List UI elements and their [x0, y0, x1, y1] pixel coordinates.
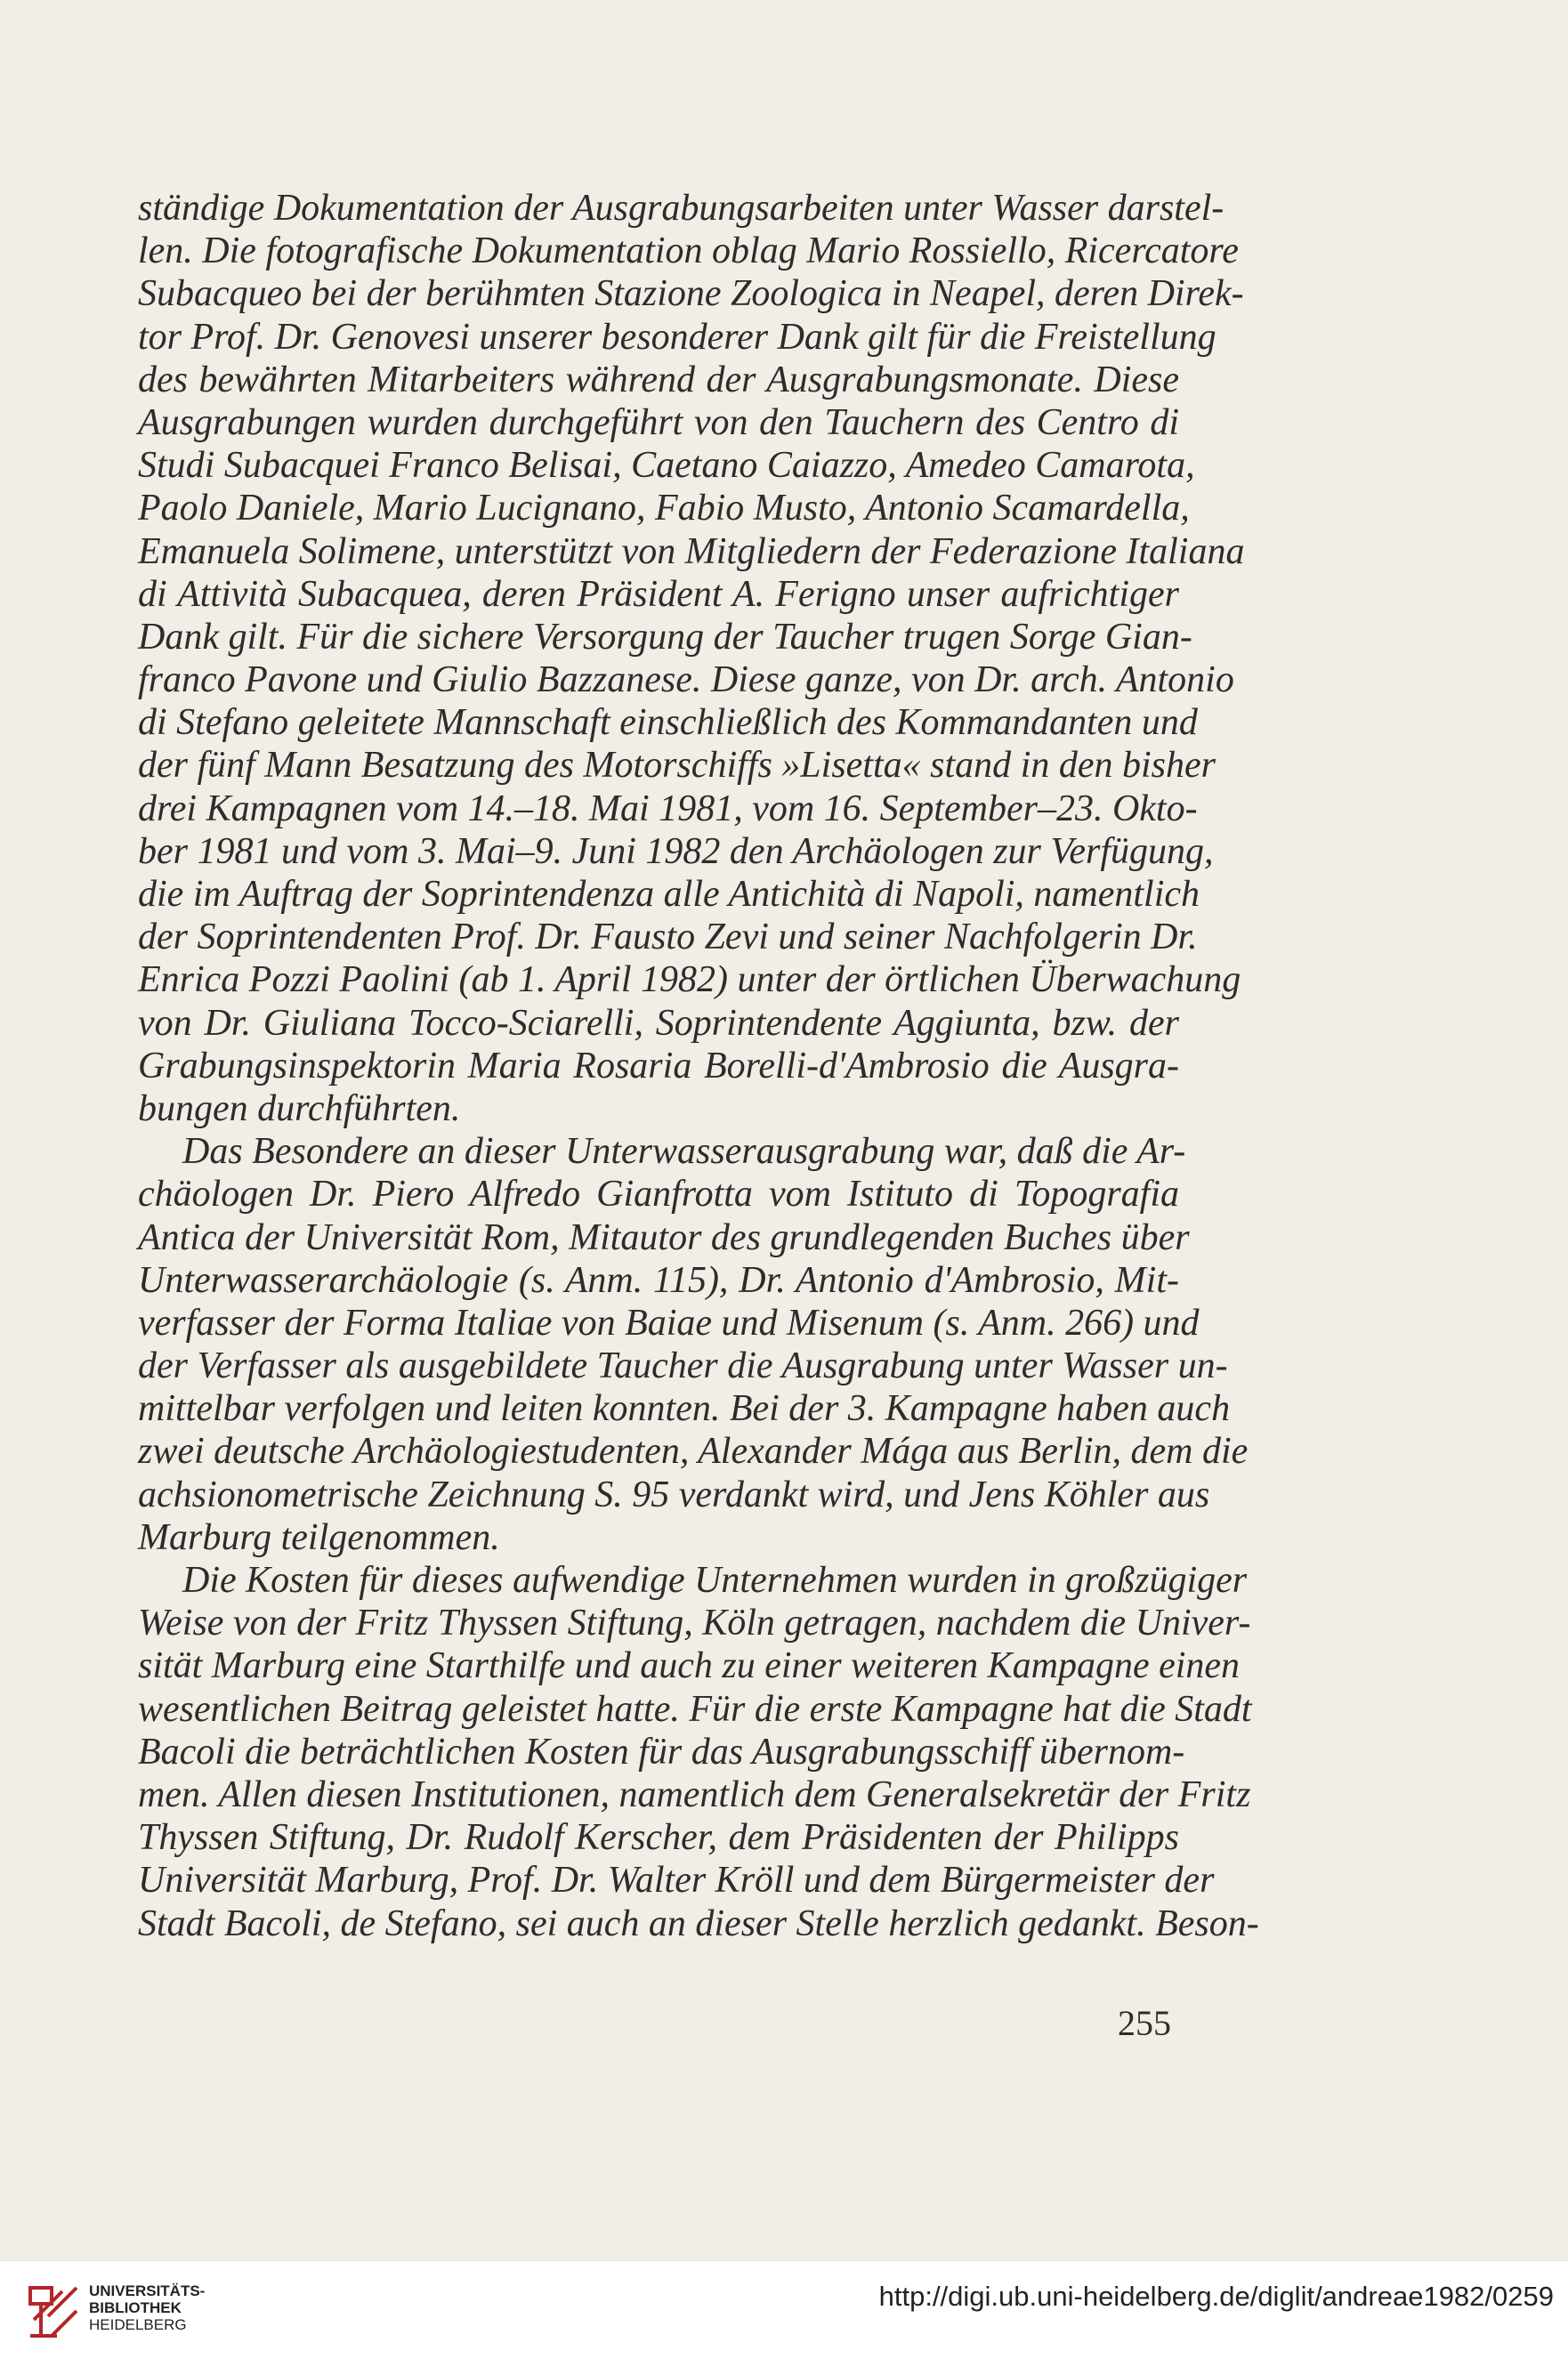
text-line: wesentlichen Beitrag geleistet hatte. Für die erste Kampagne hat die Stadt [138, 1688, 1252, 1730]
text-line: Stadt Bacoli, de Stefano, sei auch an dieser Stelle herzlich gedankt. Beson- [138, 1902, 1259, 1944]
text-line: sität Marburg eine Starthilfe und auch zu einer weiteren Kampagne einen [138, 1645, 1241, 1687]
paragraph-end-line: Marburg teilgenommen. [138, 1516, 500, 1558]
text-line: di Stefano geleitete Mannschaft einschließlich des Kommandanten und [138, 702, 1198, 744]
text-line: der Verfasser als ausgebildete Taucher die Ausgrabung unter Wasser un- [138, 1345, 1228, 1387]
text-line: Antica der Universität Rom, Mitautor des grundlegenden Buches über [138, 1216, 1190, 1258]
text-line: ber 1981 und vom 3. Mai–9. Juni 1982 den Archäologen zur Verfügung, [138, 830, 1214, 872]
library-logo-text [89, 2282, 205, 2333]
text-line: drei Kampagnen vom 14.–18. Mai 1981, vom 16. September–23. Okto- [138, 788, 1198, 829]
text-line: Grabungsinspektorin Maria Rosaria Borelli-d'Ambrosio die Ausgra- [138, 1045, 1179, 1087]
page-number: 255 [1118, 2003, 1171, 2043]
library-logo-icon [25, 2277, 84, 2348]
text-line: franco Pavone und Giulio Bazzanese. Diese ganze, von Dr. arch. Antonio [138, 659, 1234, 701]
text-line: Studi Subacquei Franco Belisai, Caetano Caiazzo, Amedeo Camarota, [138, 445, 1195, 487]
text-line: mittelbar verfolgen und leiten konnten. Bei der 3. Kampagne haben auch [138, 1388, 1231, 1430]
text-line: Emanuela Solimene, unterstützt von Mitgliedern der Federazione Italiana [138, 530, 1245, 572]
text-line: di Attività Subacquea, deren Präsident A. Ferigno unser aufrichtiger [138, 573, 1179, 615]
text-line: Enrica Pozzi Paolini (ab 1. April 1982) unter der örtlichen Überwachung [138, 959, 1241, 1001]
text-line: Ausgrabungen wurden durchgeführt von den Tauchern des Centro di [138, 401, 1179, 443]
text-line: Subacqueo bei der berühmten Stazione Zoologica in Neapel, deren Direk- [138, 273, 1244, 315]
text-line: des bewährten Mitarbeiters während der Ausgrabungsmonate. Diese [138, 359, 1179, 400]
paragraph-start-line: Das Besondere an dieser Unterwasserausgrabung war, daß die Ar- [182, 1131, 1186, 1173]
text-line: von Dr. Giuliana Tocco-Sciarelli, Soprintendente Aggiunta, bzw. der [138, 1002, 1179, 1044]
text-line: Thyssen Stiftung, Dr. Rudolf Kerscher, dem Präsidenten der Philipps [138, 1817, 1179, 1859]
text-line: Paolo Daniele, Mario Lucignano, Fabio Musto, Antonio Scamardella, [138, 488, 1190, 529]
text-line: len. Die fotografische Dokumentation oblag Mario Rossiello, Ricercatore [138, 230, 1239, 272]
text-line: Weise von der Fritz Thyssen Stiftung, Köln getragen, nachdem die Univer- [138, 1603, 1251, 1644]
text-line: zwei deutsche Archäologiestudenten, Alexander Mága aus Berlin, dem die [138, 1431, 1249, 1473]
text-line: Bacoli die beträchtlichen Kosten für das Ausgrabungsschiff übernom- [138, 1731, 1185, 1773]
text-line: chäologen Dr. Piero Alfredo Gianfrotta vom Istituto di Topografia [138, 1174, 1179, 1216]
text-line: Dank gilt. Für die sichere Versorgung der Taucher trugen Sorge Gian- [138, 616, 1192, 658]
text-line: tor Prof. Dr. Genovesi unserer besonderer Dank gilt für die Freistellung [138, 316, 1216, 358]
text-line: der Soprintendenten Prof. Dr. Fausto Zevi und seiner Nachfolgerin Dr. [138, 917, 1198, 958]
paragraph-start-line: Die Kosten für dieses aufwendige Unternehmen wurden in großzügiger [182, 1560, 1248, 1601]
text-line: achsionometrische Zeichnung S. 95 verdankt wird, und Jens Köhler aus [138, 1474, 1210, 1515]
paragraph-end-line: bungen durchführten. [138, 1087, 461, 1129]
text-line: verfasser der Forma Italiae von Baiae und Misenum (s. Anm. 266) und [138, 1302, 1200, 1344]
logo-line: BIBLIOTHEK [89, 2299, 182, 2316]
text-line: Universität Marburg, Prof. Dr. Walter Kröll und dem Bürgermeister der [138, 1860, 1215, 1902]
text-line: men. Allen diesen Institutionen, namentlich dem Generalsekretär der Fritz [138, 1773, 1251, 1815]
text-line: Unterwasserarchäologie (s. Anm. 115), Dr. Antonio d'Ambrosio, Mit- [138, 1259, 1179, 1301]
logo-line: HEIDELBERG [89, 2316, 187, 2333]
text-line: der fünf Mann Besatzung des Motorschiffs »Lisetta« stand in den bisher [138, 745, 1216, 787]
text-line: ständige Dokumentation der Ausgrabungsarbeiten unter Wasser darstel- [138, 188, 1224, 229]
footer-bar [0, 2260, 1568, 2375]
page-body-text [138, 187, 1259, 1945]
logo-line: UNIVERSITÄTS- [89, 2282, 206, 2299]
source-url[interactable]: http://digi.ub.uni-heidelberg.de/diglit/andreae1982/0259 [878, 2281, 1554, 2312]
text-line: die im Auftrag der Soprintendenza alle Antichità di Napoli, namentlich [138, 874, 1200, 915]
